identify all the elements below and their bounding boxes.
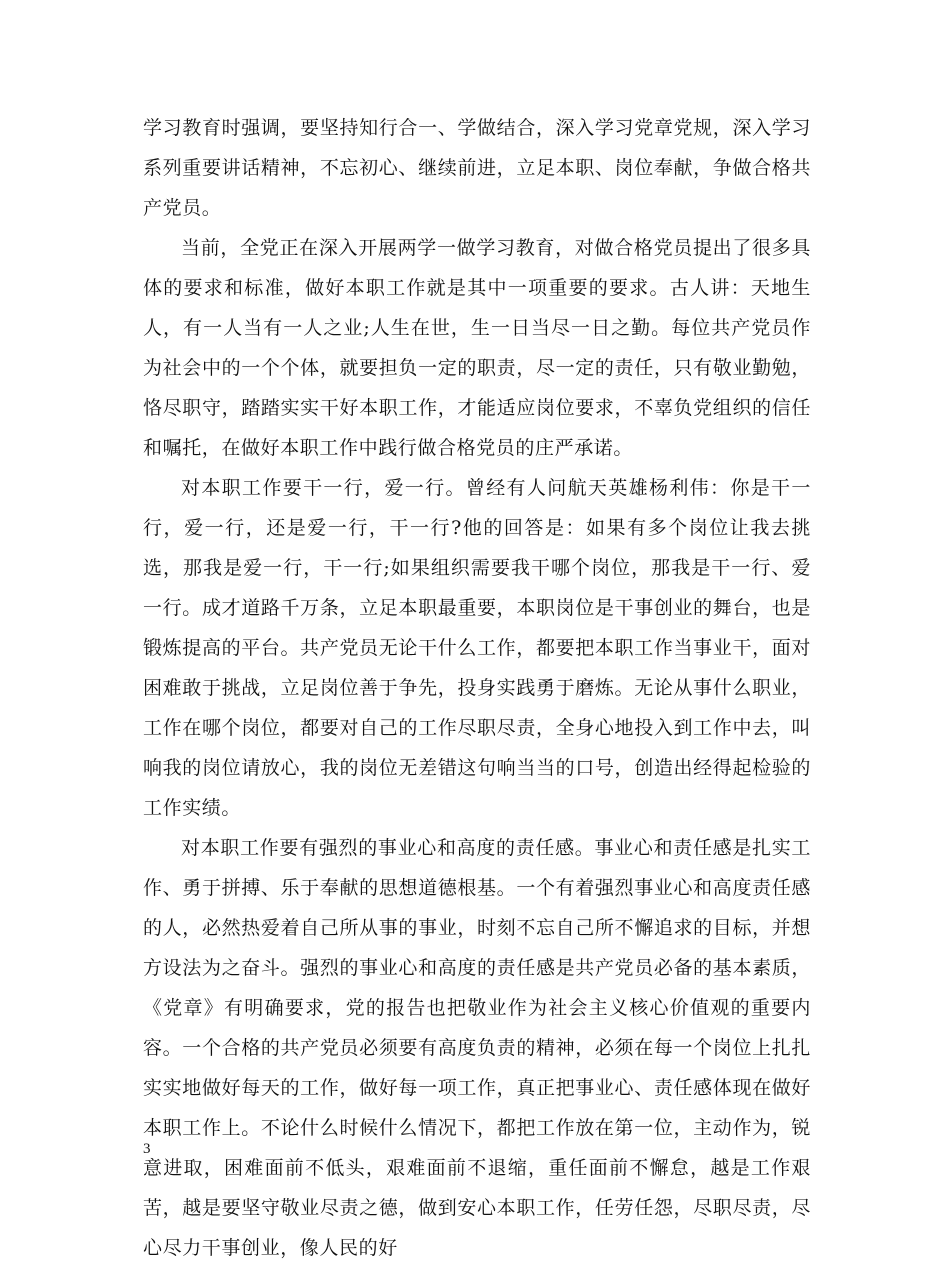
document-body — [143, 108, 811, 1268]
paragraph-3: 对本职工作要干一行，爱一行。曾经有人问航天英雄杨利伟：你是干一行，爱一行，还是爱一行，干一行?他的回答是：如果有多个岗位让我去挑选，那我是爱一行，干一行;如果组织需要我干哪个岗位，那我是干一行、爱一行。成才道路千万条，立足本职最重要，本职岗位是干事创业的舞台，也是锻炼提高的平台。共产党员无论干什么工作，都要把本职工作当事业干，面对困难敢于挑战，立足岗位善于争先，投身实践勇于磨炼。无论从事什么职业，工作在哪个岗位，都要对自己的工作尽职尽责，全身心地投入到工作中去，叫响我的岗位请放心，我的岗位无差错这句响当当的口号，创造出经得起检验的工作实绩。 — [143, 477, 811, 819]
paragraph-4: 对本职工作要有强烈的事业心和高度的责任感。事业心和责任感是扎实工作、勇于拼搏、乐于奉献的思想道德根基。一个有着强烈事业心和高度责任感的人，必然热爱着自己所从事的事业，时刻不忘自己所不懈追求的目标，并想方设法为之奋斗。强烈的事业心和高度的责任感是共产党员必备的基本素质，《党章》有明确要求，党的报告也把敬业作为社会主义核心价值观的重要内容。一个合格的共产党员必须要有高度负责的精神，必须在每一个岗位上扎扎实实地做好每天的工作，做好每一项工作，真正把事业心、责任感体现在做好本职工作上。不论什么时候什么情况下，都把工作放在第一位，主动作为，锐意进取，困难面前不低头，艰难面前不退缩，重任面前不懈怠，越是工作艰苦，越是要坚守敬业尽责之德，做到安心本职工作，任劳任怨，尽职尽责，尽心尽力干事创业，像人民的好 — [143, 837, 811, 1259]
paragraph-1: 学习教育时强调，要坚持知行合一、学做结合，深入学习党章党规，深入学习系列重要讲话精神，不忘初心、继续前进，立足本职、岗位奉献，争做合格共产党员。 — [143, 117, 811, 219]
paragraph-2: 当前，全党正在深入开展两学一做学习教育，对做合格党员提出了很多具体的要求和标准，做好本职工作就是其中一项重要的要求。古人讲：天地生人，有一人当有一人之业;人生在世，生一日当尽一日之勤。每位共产党员作为社会中的一个个体，就要担负一定的职责，尽一定的责任，只有敬业勤勉，恪尽职守，踏踏实实干好本职工作，才能适应岗位要求，不辜负党组织的信任和嘱托，在做好本职工作中践行做合格党员的庄严承诺。 — [143, 237, 811, 459]
page-number: 3 — [143, 1141, 151, 1157]
